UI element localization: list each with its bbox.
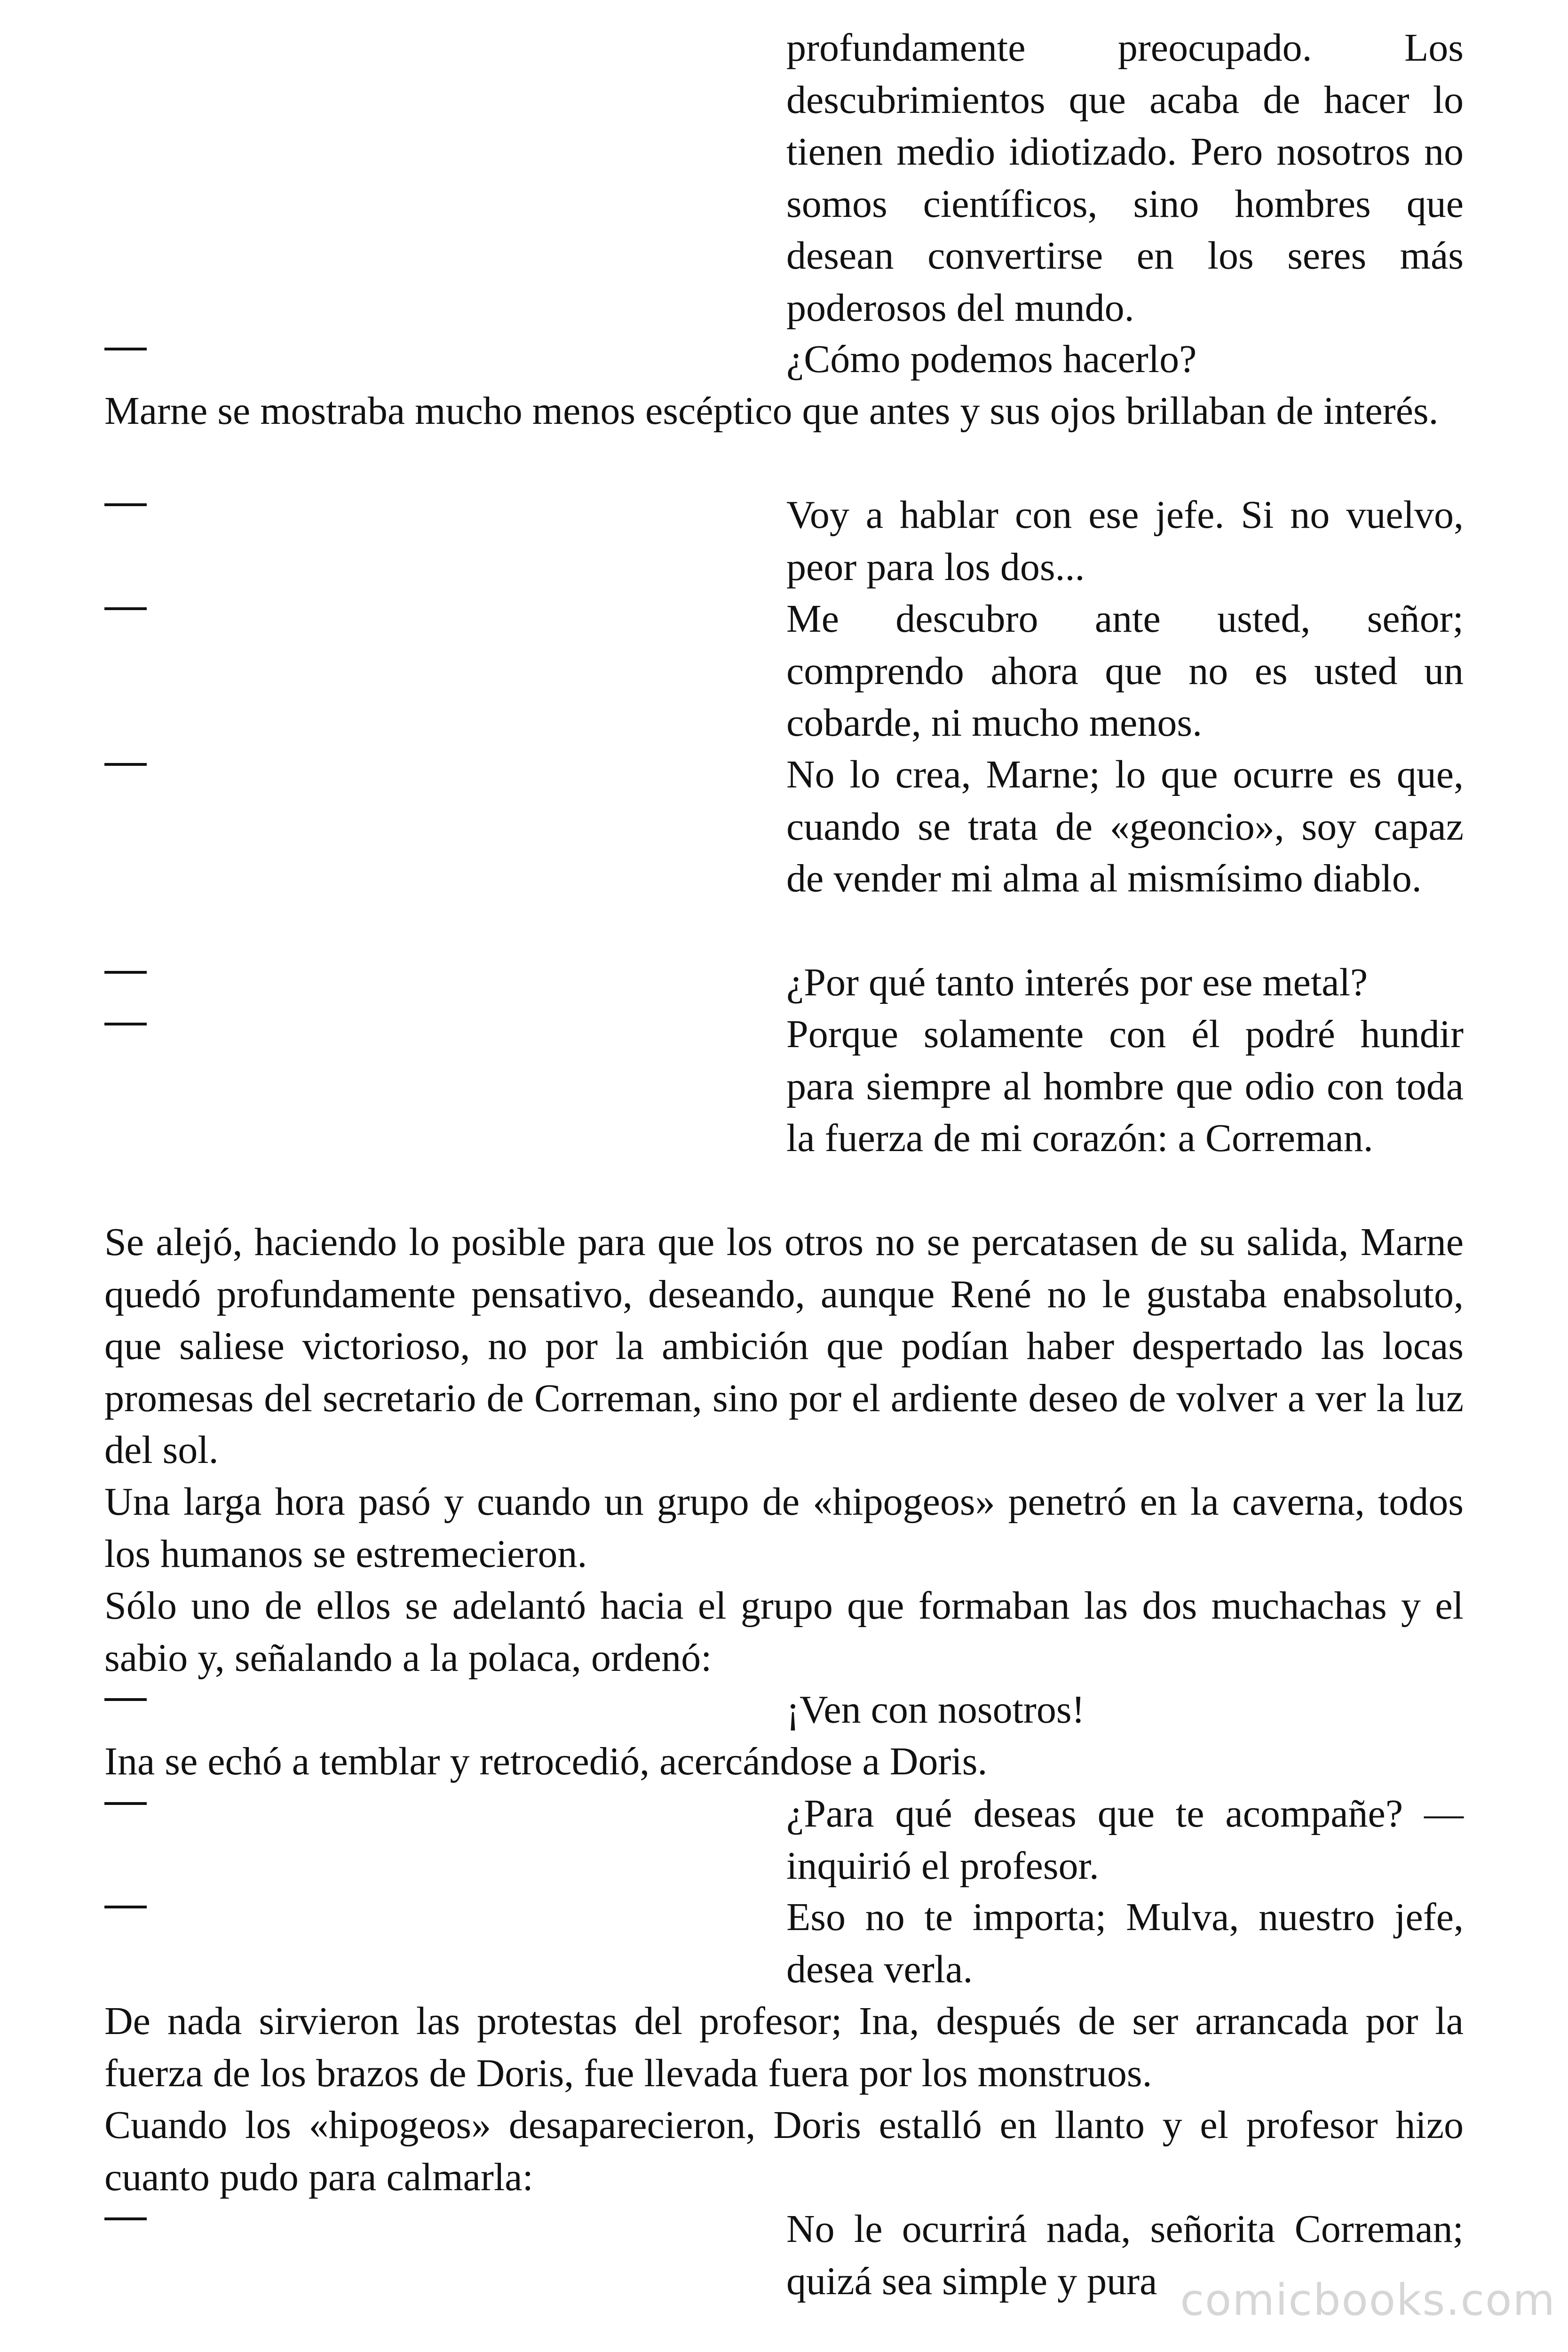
dialogue-line: ¡Ven con nosotros!: [786, 1688, 1085, 1732]
paragraph: Sólo uno de ellos se adelantó hacia el grupo que formaban las dos muchachas y el sabio y, señalando a la polaca, ordenó:: [104, 1584, 1464, 1680]
dialogue-dash-icon: [104, 971, 147, 974]
dialogue-line: Eso no te importa; Mulva, nuestro jefe, desea verla.: [786, 1895, 1464, 1991]
dialogue-dash-icon: [104, 1906, 147, 1908]
dialogue-dash-icon: [104, 1802, 147, 1805]
dialogue-dash-icon: [104, 1023, 147, 1025]
dialogue-line: No lo crea, Marne; lo que ocurre es que, cuando se trata de «geoncio», soy capaz de vender mi alma al mismísimo diablo.: [786, 753, 1464, 900]
paragraph: De nada sirvieron las protestas del profesor; Ina, después de ser arrancada por la fuerza de los brazos de Doris, fue llevada fuera por los monstruos.: [104, 1999, 1464, 2095]
paragraph: Se alejó, haciendo lo posible para que los otros no se percatasen de su salida, Marne quedó profundamente pensativo, deseando, aunque René no le gustaba enabsoluto, que saliese victorioso, no por la ambición que podían haber despertado las locas promesas del secretario de Correman, sino por el ardiente deseo de volver a ver la luz del sol.: [104, 1220, 1464, 1472]
paragraph: Cuando los «hipogeos» desaparecieron, Doris estalló en llanto y el profesor hizo cuanto pudo para calmarla:: [104, 2103, 1464, 2199]
dialogue-line: Porque solamente con él podré hundir para siempre al hombre que odio con toda la fuerza de mi corazón: a Correman.: [786, 1012, 1464, 1160]
dialogue-line: Voy a hablar con ese jefe. Si no vuelvo, peor para los dos...: [786, 493, 1464, 589]
watermark-logo: comicbooks.com: [1180, 2275, 1556, 2325]
dialogue-line: Me descubro ante usted, señor; comprendo ahora que no es usted un cobarde, ni mucho menos.: [786, 597, 1464, 745]
dialogue-dash-icon: [104, 607, 147, 610]
dialogue-dash-icon: [104, 763, 147, 766]
dialogue-dash-icon: [104, 1698, 147, 1701]
dialogue-dash-icon: [104, 348, 147, 350]
paragraph: Una larga hora pasó y cuando un grupo de «hipogeos» penetró en la caverna, todos los humanos se estremecieron.: [104, 1480, 1464, 1576]
dialogue-dash-icon: [104, 503, 147, 506]
dialogue-dash-icon: [104, 2217, 147, 2220]
dialogue-line: ¿Cómo podemos hacerlo?: [786, 337, 1197, 381]
dialogue-line: ¿Para qué deseas que te acompañe? — inquirió el profesor.: [786, 1792, 1464, 1888]
dialogue-line: No le ocurrirá nada, señorita Correman; quizá sea simple y pura: [786, 2207, 1464, 2303]
dialogue-line: profundamente preocupado. Los descubrimientos que acaba de hacer lo tienen medio idiotizado. Pero nosotros no somos científicos, sino hombres que desean convertirse en los seres más poderosos del mundo.: [786, 26, 1464, 330]
dialogue-line: ¿Por qué tanto interés por ese metal?: [786, 961, 1368, 1004]
paragraph: Marne se mostraba mucho menos escéptico que antes y sus ojos brillaban de interés.: [104, 389, 1439, 433]
paragraph: Ina se echó a temblar y retrocedió, acercándose a Doris.: [104, 1740, 988, 1783]
